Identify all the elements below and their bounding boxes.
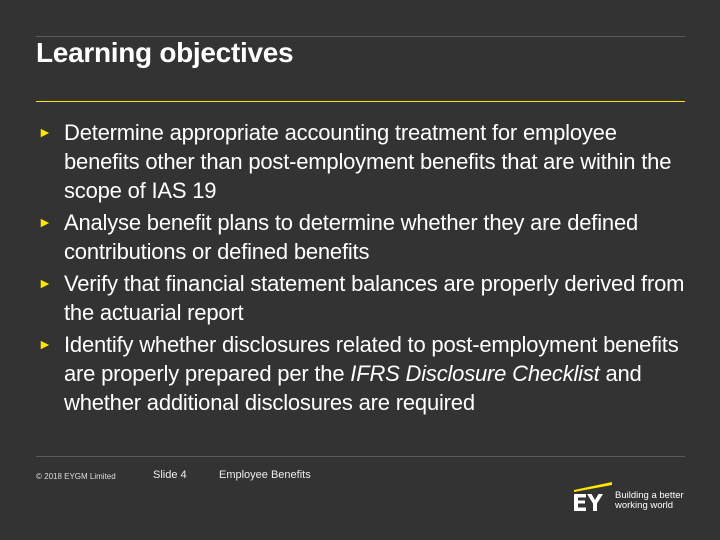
copyright-text: © 2018 EYGM Limited xyxy=(36,472,116,481)
list-item xyxy=(36,118,696,205)
footer-divider xyxy=(36,456,685,457)
footer-section-title: Employee Benefits xyxy=(219,469,311,481)
bullet-text: Verify that financial statement balances are properly derived from the actuarial report xyxy=(64,271,685,325)
ey-logo xyxy=(572,482,684,512)
bullet-text xyxy=(64,330,696,417)
list-item xyxy=(36,208,696,266)
slide-number: Slide 4 xyxy=(153,469,187,481)
bullet-text: Analyse benefit plans to determine whether they are defined contributions or defined benefits xyxy=(64,210,639,264)
bullet-text-part: and whether additional disclosures are required xyxy=(64,361,642,415)
list-item xyxy=(36,269,696,327)
slide-title: Learning objectives xyxy=(36,37,294,68)
objectives-list xyxy=(36,118,696,420)
triangle-right-icon: ► xyxy=(38,124,52,140)
triangle-right-icon: ► xyxy=(38,275,52,291)
tagline-line: working world xyxy=(615,500,674,511)
title-underline xyxy=(36,101,685,102)
checklist-title: IFRS Disclosure Checklist xyxy=(350,361,600,386)
list-item xyxy=(36,330,696,417)
triangle-right-icon: ► xyxy=(38,336,52,352)
logo-tagline xyxy=(615,491,684,512)
tagline-line: Building a better xyxy=(615,490,684,501)
triangle-right-icon: ► xyxy=(38,214,52,230)
ey-logo-mark xyxy=(572,482,612,512)
bullet-text-part: Identify whether disclosures related to post-employment benefits are properly prepared per the xyxy=(64,332,679,386)
bullet-text: Determine appropriate accounting treatment for employee benefits other than post-employment benefits that are within the scope of IAS 19 xyxy=(64,120,672,203)
